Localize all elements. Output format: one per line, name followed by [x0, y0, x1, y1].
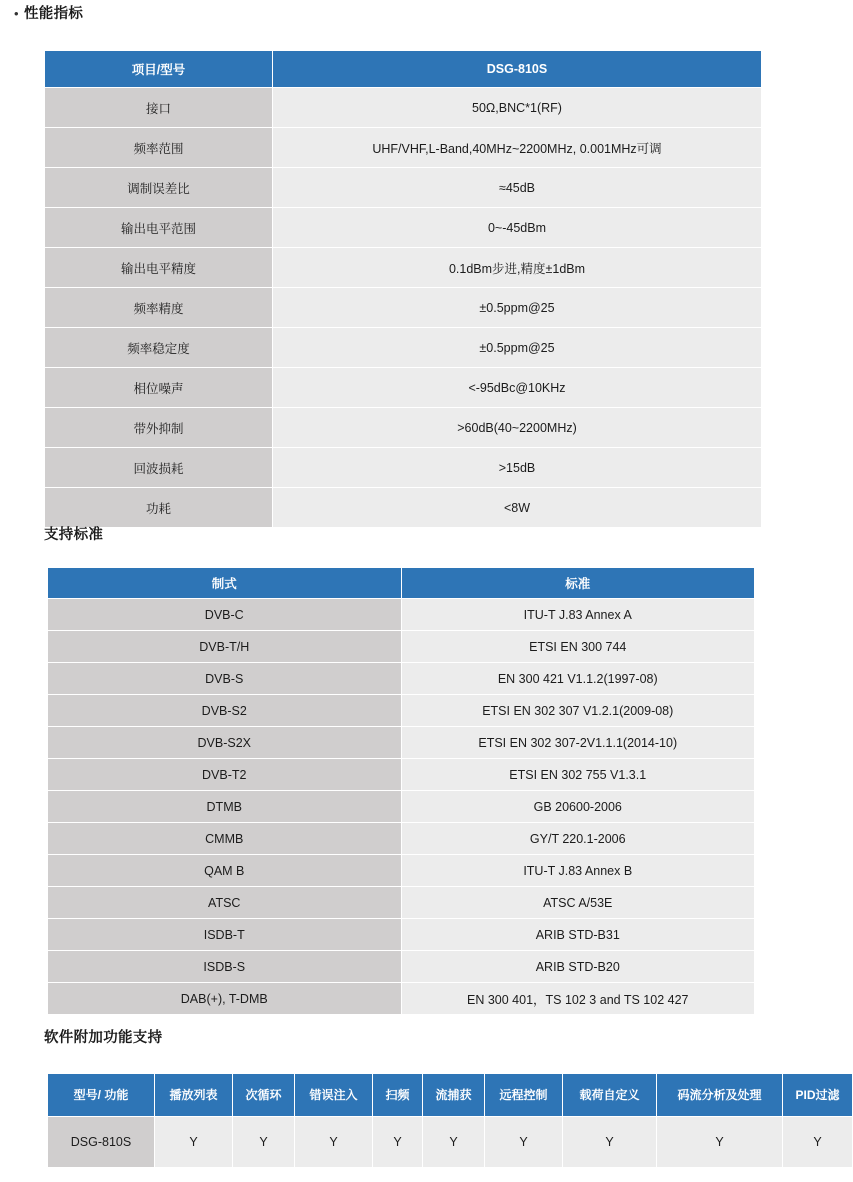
std-header-standard: 标准 [401, 568, 755, 599]
perf-row-value: 0~-45dBm [273, 208, 762, 248]
perf-row-value: >15dB [273, 448, 762, 488]
std-row-label: DVB-S2 [48, 695, 402, 727]
std-row-label: ISDB-S [48, 951, 402, 983]
table-row [45, 408, 762, 448]
performance-section-heading [0, 4, 83, 24]
std-row-value: EN 300 421 V1.1.2(1997-08) [401, 663, 755, 695]
std-row-value: ATSC A/53E [401, 887, 755, 919]
table-row [45, 328, 762, 368]
sw-header-payload-custom: 载荷自定义 [563, 1074, 657, 1117]
performance-section-title: 性能指标 [24, 6, 84, 22]
std-row-value: ETSI EN 302 307-2V1.1.1(2014-10) [401, 727, 755, 759]
table-row [45, 248, 762, 288]
perf-row-label: 频率范围 [45, 128, 273, 168]
table-row [48, 631, 755, 663]
sw-row-sweep: Y [373, 1117, 423, 1168]
perf-row-value: UHF/VHF,L-Band,40MHz~2200MHz, 0.001MHz可调 [273, 128, 762, 168]
table-row [48, 759, 755, 791]
sw-header-stream-capture: 流捕获 [423, 1074, 485, 1117]
sw-row-pid-filter: Y [783, 1117, 853, 1168]
sw-header-sweep: 扫频 [373, 1074, 423, 1117]
table-row [45, 168, 762, 208]
std-row-label: DVB-S [48, 663, 402, 695]
perf-row-label: 输出电平精度 [45, 248, 273, 288]
std-row-value: EN 300 401，TS 102 3 and TS 102 427 [401, 983, 755, 1015]
perf-row-label: 接口 [45, 88, 273, 128]
std-row-value: ETSI EN 302 307 V1.2.1(2009-08) [401, 695, 755, 727]
performance-table [44, 50, 762, 528]
std-row-label: DTMB [48, 791, 402, 823]
table-row [45, 368, 762, 408]
std-row-value: GB 20600-2006 [401, 791, 755, 823]
std-row-value: ETSI EN 302 755 V1.3.1 [401, 759, 755, 791]
std-row-value: ARIB STD-B20 [401, 951, 755, 983]
std-row-label: ATSC [48, 887, 402, 919]
perf-row-label: 功耗 [45, 488, 273, 528]
table-row [48, 1117, 853, 1168]
table-row [48, 887, 755, 919]
std-row-label: DAB(+), T-DMB [48, 983, 402, 1015]
perf-header-label: 项目/型号 [45, 51, 273, 88]
sw-header-error-injection: 错误注入 [295, 1074, 373, 1117]
standards-table [47, 567, 755, 1015]
std-row-label: DVB-C [48, 599, 402, 631]
sw-row-payload-custom: Y [563, 1117, 657, 1168]
sw-row-subloop: Y [233, 1117, 295, 1168]
table-header-row [48, 568, 755, 599]
std-row-label: ISDB-T [48, 919, 402, 951]
std-row-value: ITU-T J.83 Annex B [401, 855, 755, 887]
software-features-table [47, 1073, 853, 1168]
table-row [48, 599, 755, 631]
table-row [48, 823, 755, 855]
table-row [48, 983, 755, 1015]
std-row-label: DVB-S2X [48, 727, 402, 759]
software-table-head [48, 1074, 853, 1117]
table-row [45, 488, 762, 528]
std-row-value: ARIB STD-B31 [401, 919, 755, 951]
performance-table-head [45, 51, 762, 88]
sw-header-model: 型号/ 功能 [48, 1074, 155, 1117]
table-row [45, 448, 762, 488]
std-row-label: DVB-T/H [48, 631, 402, 663]
sw-row-remote-control: Y [485, 1117, 563, 1168]
sw-header-stream-analysis: 码流分析及处理 [657, 1074, 783, 1117]
std-row-value: GY/T 220.1-2006 [401, 823, 755, 855]
perf-row-label: 回波损耗 [45, 448, 273, 488]
perf-row-label: 带外抑制 [45, 408, 273, 448]
table-row [48, 791, 755, 823]
sw-row-error-injection: Y [295, 1117, 373, 1168]
std-row-label: CMMB [48, 823, 402, 855]
sw-row-playlist: Y [155, 1117, 233, 1168]
perf-row-label: 相位噪声 [45, 368, 273, 408]
perf-row-value: ±0.5ppm@25 [273, 288, 762, 328]
software-section-heading [0, 1028, 162, 1048]
table-row [48, 919, 755, 951]
perf-header-model: DSG-810S [273, 51, 762, 88]
bullet-icon: • [14, 6, 19, 21]
perf-row-label: 输出电平范围 [45, 208, 273, 248]
table-row [48, 695, 755, 727]
perf-row-value: ≈45dB [273, 168, 762, 208]
table-row [48, 855, 755, 887]
perf-row-value: >60dB(40~2200MHz) [273, 408, 762, 448]
table-header-row [45, 51, 762, 88]
perf-row-value: 0.1dBm步进,精度±1dBm [273, 248, 762, 288]
perf-row-label: 频率稳定度 [45, 328, 273, 368]
std-header-system: 制式 [48, 568, 402, 599]
sw-header-remote-control: 远程控制 [485, 1074, 563, 1117]
perf-row-value: 50Ω,BNC*1(RF) [273, 88, 762, 128]
table-row [45, 88, 762, 128]
performance-table-body [45, 88, 762, 528]
std-row-label: DVB-T2 [48, 759, 402, 791]
perf-row-label: 调制误差比 [45, 168, 273, 208]
table-row [45, 128, 762, 168]
sw-row-model: DSG-810S [48, 1117, 155, 1168]
table-row [48, 663, 755, 695]
perf-row-value: <-95dBc@10KHz [273, 368, 762, 408]
sw-header-pid-filter: PID过滤 [783, 1074, 853, 1117]
sw-row-stream-capture: Y [423, 1117, 485, 1168]
std-row-label: QAM B [48, 855, 402, 887]
table-row [45, 208, 762, 248]
standards-table-body [48, 599, 755, 1015]
standards-table-head [48, 568, 755, 599]
table-row [48, 951, 755, 983]
table-row [45, 288, 762, 328]
software-section-title: 软件附加功能支持 [44, 1030, 163, 1046]
sw-row-stream-analysis: Y [657, 1117, 783, 1168]
perf-row-value: <8W [273, 488, 762, 528]
perf-row-value: ±0.5ppm@25 [273, 328, 762, 368]
std-row-value: ETSI EN 300 744 [401, 631, 755, 663]
sw-header-subloop: 次循环 [233, 1074, 295, 1117]
std-row-value: ITU-T J.83 Annex A [401, 599, 755, 631]
software-table-body [48, 1117, 853, 1168]
table-row [48, 727, 755, 759]
standards-section-title: 支持标准 [44, 527, 104, 543]
perf-row-label: 频率精度 [45, 288, 273, 328]
table-header-row [48, 1074, 853, 1117]
standards-section-heading [0, 525, 103, 545]
sw-header-playlist: 播放列表 [155, 1074, 233, 1117]
